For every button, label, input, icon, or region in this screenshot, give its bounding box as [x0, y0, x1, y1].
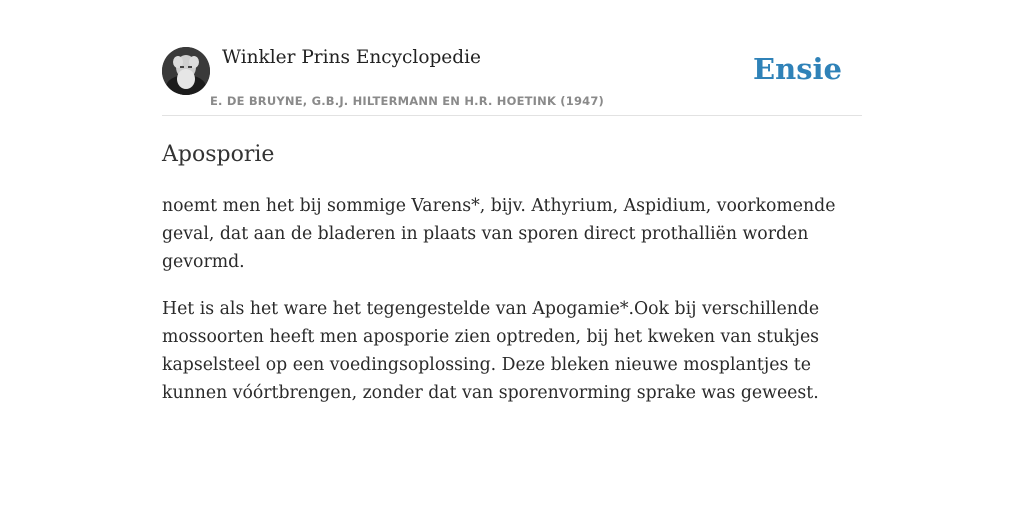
content-container [162, 0, 862, 403]
entry-paragraph: Het is als het ware het tegengestelde van Apogamie*.Ook bij verschillende mossoorten heeft men aposporie zien optreden, bij het kweken van stukjes kapselsteel op een voedingsoplossing. Deze bleken nieuwe mosplantjes te kunnen vóórtbrengen, zonder dat van sporenvorming sprake was geweest. [162, 299, 820, 403]
ensie-logo-link[interactable]: Ensie [753, 52, 842, 86]
author-portrait-icon[interactable] [162, 47, 210, 95]
source-title[interactable]: Winkler Prins Encyclopedie [222, 47, 481, 68]
entry-body [162, 192, 862, 426]
entry-paragraph: noemt men het bij sommige Varens*, bijv. Athyrium, Aspidium, voorkomende geval, dat aan de bladeren in plaats van sporen direct prothalliën worden gevormd. [162, 196, 836, 272]
source-authors: E. DE BRUYNE, G.B.J. HILTERMANN EN H.R. HOETINK (1947) [210, 94, 605, 108]
source-header [162, 0, 862, 116]
entry-title: Aposporie [162, 142, 275, 167]
